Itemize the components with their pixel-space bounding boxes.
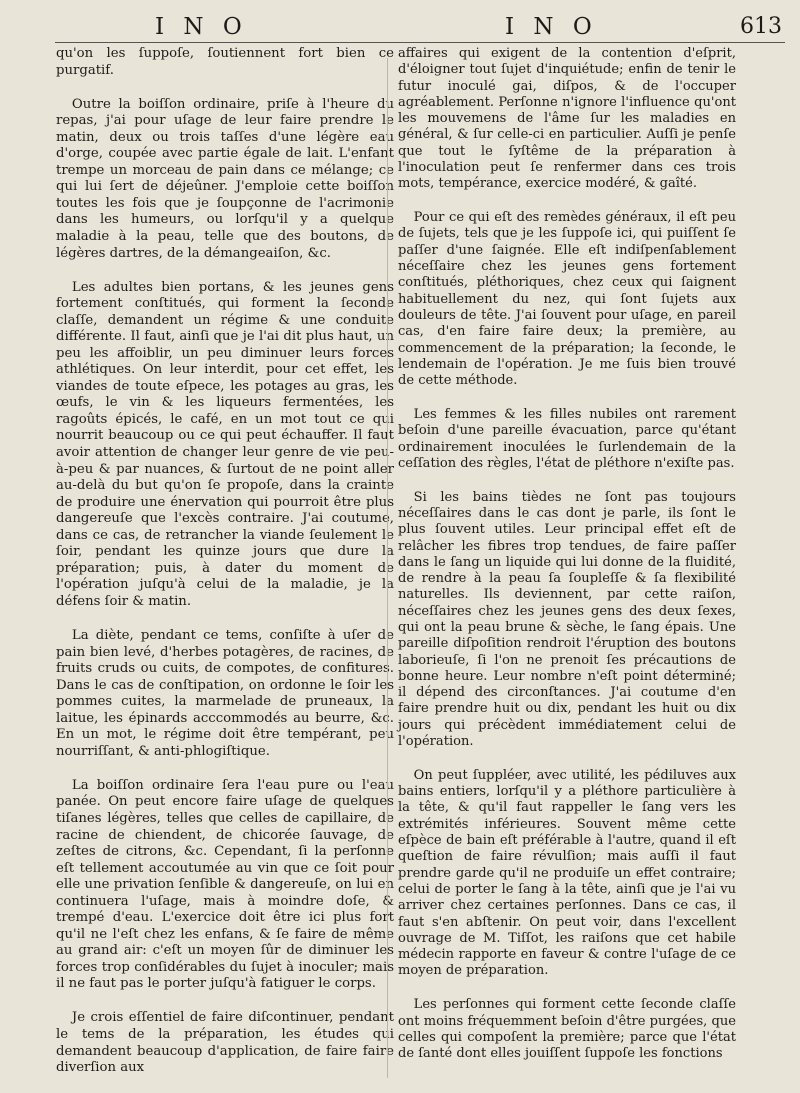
paragraph: qu'on les ſuppoſe, ſoutiennent fort bien ce purgatif. (56, 46, 394, 78)
running-head-right: I N O (505, 14, 598, 40)
left-column (56, 46, 394, 1077)
paragraph: Outre la boiſſon ordinaire, priſe à l'heure du repas, j'ai pour uſage de leur faire prendre le matin, deux ou trois taſſes d'une légère eau d'orge, coupée avec partie égale de lait. L'enfant trempe un morceau de pain dans ce mélange; ce qui lui ſert de déjeûner. J'emploie cette boiſſon toutes les fois que je ſoupçonne de l'acrimonie dans les humeurs, ou lorſqu'il y a quelque maladie à la peau, telle que des boutons, de légères dartres, de la démangeaiſon, &c. (56, 96, 394, 261)
paragraph: Pour ce qui eſt des remèdes généraux, il eſt peu de ſujets, tels que je les ſuppoſe ici, qui puiſſent ſe paſſer d'une ſaignée. Elle eſt indiſpenſablement néceſſaire chez les jeunes gens fortement conſtitués, pléthoriques, chez ceux qui ſaignent habituellement du nez, qui ſont ſujets aux douleurs de tête. J'ai ſouvent pour uſage, en pareil cas, d'en faire faire deux; la première, au commencement de la préparation; la ſeconde, le lendemain de l'opération. Je me ſuis bien trouvé de cette méthode. (398, 210, 736, 389)
paragraph: La diète, pendant ce tems, conſiſte à uſer de pain bien levé, d'herbes potagères, de racines, de fruits cruds ou cuits, de compotes, de confitures. Dans le cas de conſtipation, on ordonne le ſoir les pommes cuites, la marmelade de pruneaux, la laitue, les épinards acccommodés au beurre, &c. En un mot, le régime doit être tempérant, peu nourriſſant, & anti-phlogiſtique. (56, 628, 394, 759)
paragraph: Les femmes & les filles nubiles ont rarement beſoin d'une pareille évacuation, parce qu'étant ordinairement inoculées le ſurlendemain de la ceſſation des règles, l'état de pléthore n'exiſte pas. (398, 406, 736, 471)
paragraph: Je crois eſſentiel de faire diſcontinuer, pendant le tems de la préparation, les études qui demandent beaucoup d'application, de faire faire diverſion aux (56, 1010, 394, 1076)
header-rule (55, 42, 785, 43)
right-column (398, 46, 736, 1062)
running-head-left: I N O (155, 14, 248, 40)
paragraph: On peut ſuppléer, avec utilité, les pédiluves aux bains entiers, lorſqu'il y a pléthore particulière à la tête, & qu'il faut rappeller le ſang vers les extrémités inférieures. Souvent même cette eſpèce de bain eſt préférable à l'autre, quand il eſt queſtion de faire révulſion; mais auſſi il faut prendre garde qu'il ne produiſe un effet contraire; celui de porter le ſang à la tête, ainſi que je l'ai vu arriver chez certaines perſonnes. Dans ce cas, il faut s'en abſtenir. On peut voir, dans l'excellent ouvrage de M. Tiſſot, les raiſons que cet habile médecin rapporte en faveur & contre l'uſage de ce moyen de préparation. (398, 767, 736, 979)
paragraph: affaires qui exigent de la contention d'eſprit, d'éloigner tout ſujet d'inquiétude; enfin de tenir le futur inoculé gai, diſpos, & de l'occuper agréablement. Perſonne n'ignore l'influence qu'ont les mouvemens de l'âme ſur les maladies en général, & ſur celle-ci en particulier. Auſſi je penſe que tout le ſyſtême de la préparation à l'inoculation peut ſe renfermer dans ces trois mots, tempérance, exercice modéré, & gaîté. (398, 46, 736, 192)
paragraph: Si les bains tièdes ne ſont pas toujours néceſſaires dans le cas dont je parle, ils ſont le plus ſouvent utiles. Leur principal effet eſt de relâcher les fibres trop tendues, de faire paſſer dans le ſang un liquide qui lui donne de la fluidité, de rendre à la peau ſa ſoupleſſe & ſa flexibilité naturelles. Ils deviennent, par cette raiſon, néceſſaires chez les jeunes gens des deux ſexes, qui ont la peau brune & sèche, le ſang épais. Une pareille diſpoſition rendroit l'éruption des boutons laborieuſe, ſi l'on ne prenoit ſes précautions de bonne heure. Leur nombre n'eſt point déterminé; il dépend des circonſtances. J'ai coutume d'en faire prendre huit ou dix, pendant les huit ou dix jours qui précèdent immédiatement celui de l'opération. (398, 489, 736, 750)
paragraph: Les adultes bien portans, & les jeunes gens fortement conſtitués, qui forment la ſeconde claſſe, demandent un régime & une conduite différente. Il faut, ainſi que je l'ai dit plus haut, un peu les affoiblir, un peu diminuer leurs forces athlétiques. On leur interdit, pour cet effet, les viandes de toute eſpece, les potages au gras, les œufs, le vin & les liqueurs fermentées, les ragoûts épicés, le café, en un mot tout ce qui nourrit beaucoup ou ce qui peut échauffer. Il faut avoir attention de changer leur genre de vie peu-à-peu & par nuances, & ſurtout de ne point aller au-delà du but qu'on ſe propoſe, dans la crainte de produire une énervation qui pourroit être plus dangereuſe que l'excès contraire. J'ai coutume, dans ce cas, de retrancher la viande ſeulement le ſoir, pendant les quinze jours que dure la préparation; puis, à dater du moment de l'opération juſqu'à celui de la maladie, je la défens ſoir & matin. (56, 279, 394, 609)
paragraph: La boiſſon ordinaire ſera l'eau pure ou l'eau panée. On peut encore faire uſage de quelques tiſanes légères, telles que celles de capillaire, de racine de chiendent, de chicorée ſauvage, de zeſtes de citrons, &c. Cependant, ſi la perſonne eſt tellement accoutumée au vin que ce ſoit pour elle une privation ſenſible & dangereuſe, on lui en continuera l'uſage, mais à moindre doſe, & trempé d'eau. L'exercice doit être ici plus fort qu'il ne l'eſt chez les enfans, & ſe faire de même au grand air: c'eſt un moyen ſûr de diminuer les forces trop conſidérables du ſujet à inoculer; mais il ne faut pas le porter juſqu'à fatiguer le corps. (56, 777, 394, 992)
column-separator (387, 58, 388, 1078)
paragraph: Les perſonnes qui forment cette ſeconde claſſe ont moins fréquemment beſoin d'être purgées, que celles qui compoſent la première; parce que l'état de ſanté dont elles jouiſſent ſuppoſe les fonctions (398, 997, 736, 1062)
page-number: 613 (740, 14, 782, 39)
